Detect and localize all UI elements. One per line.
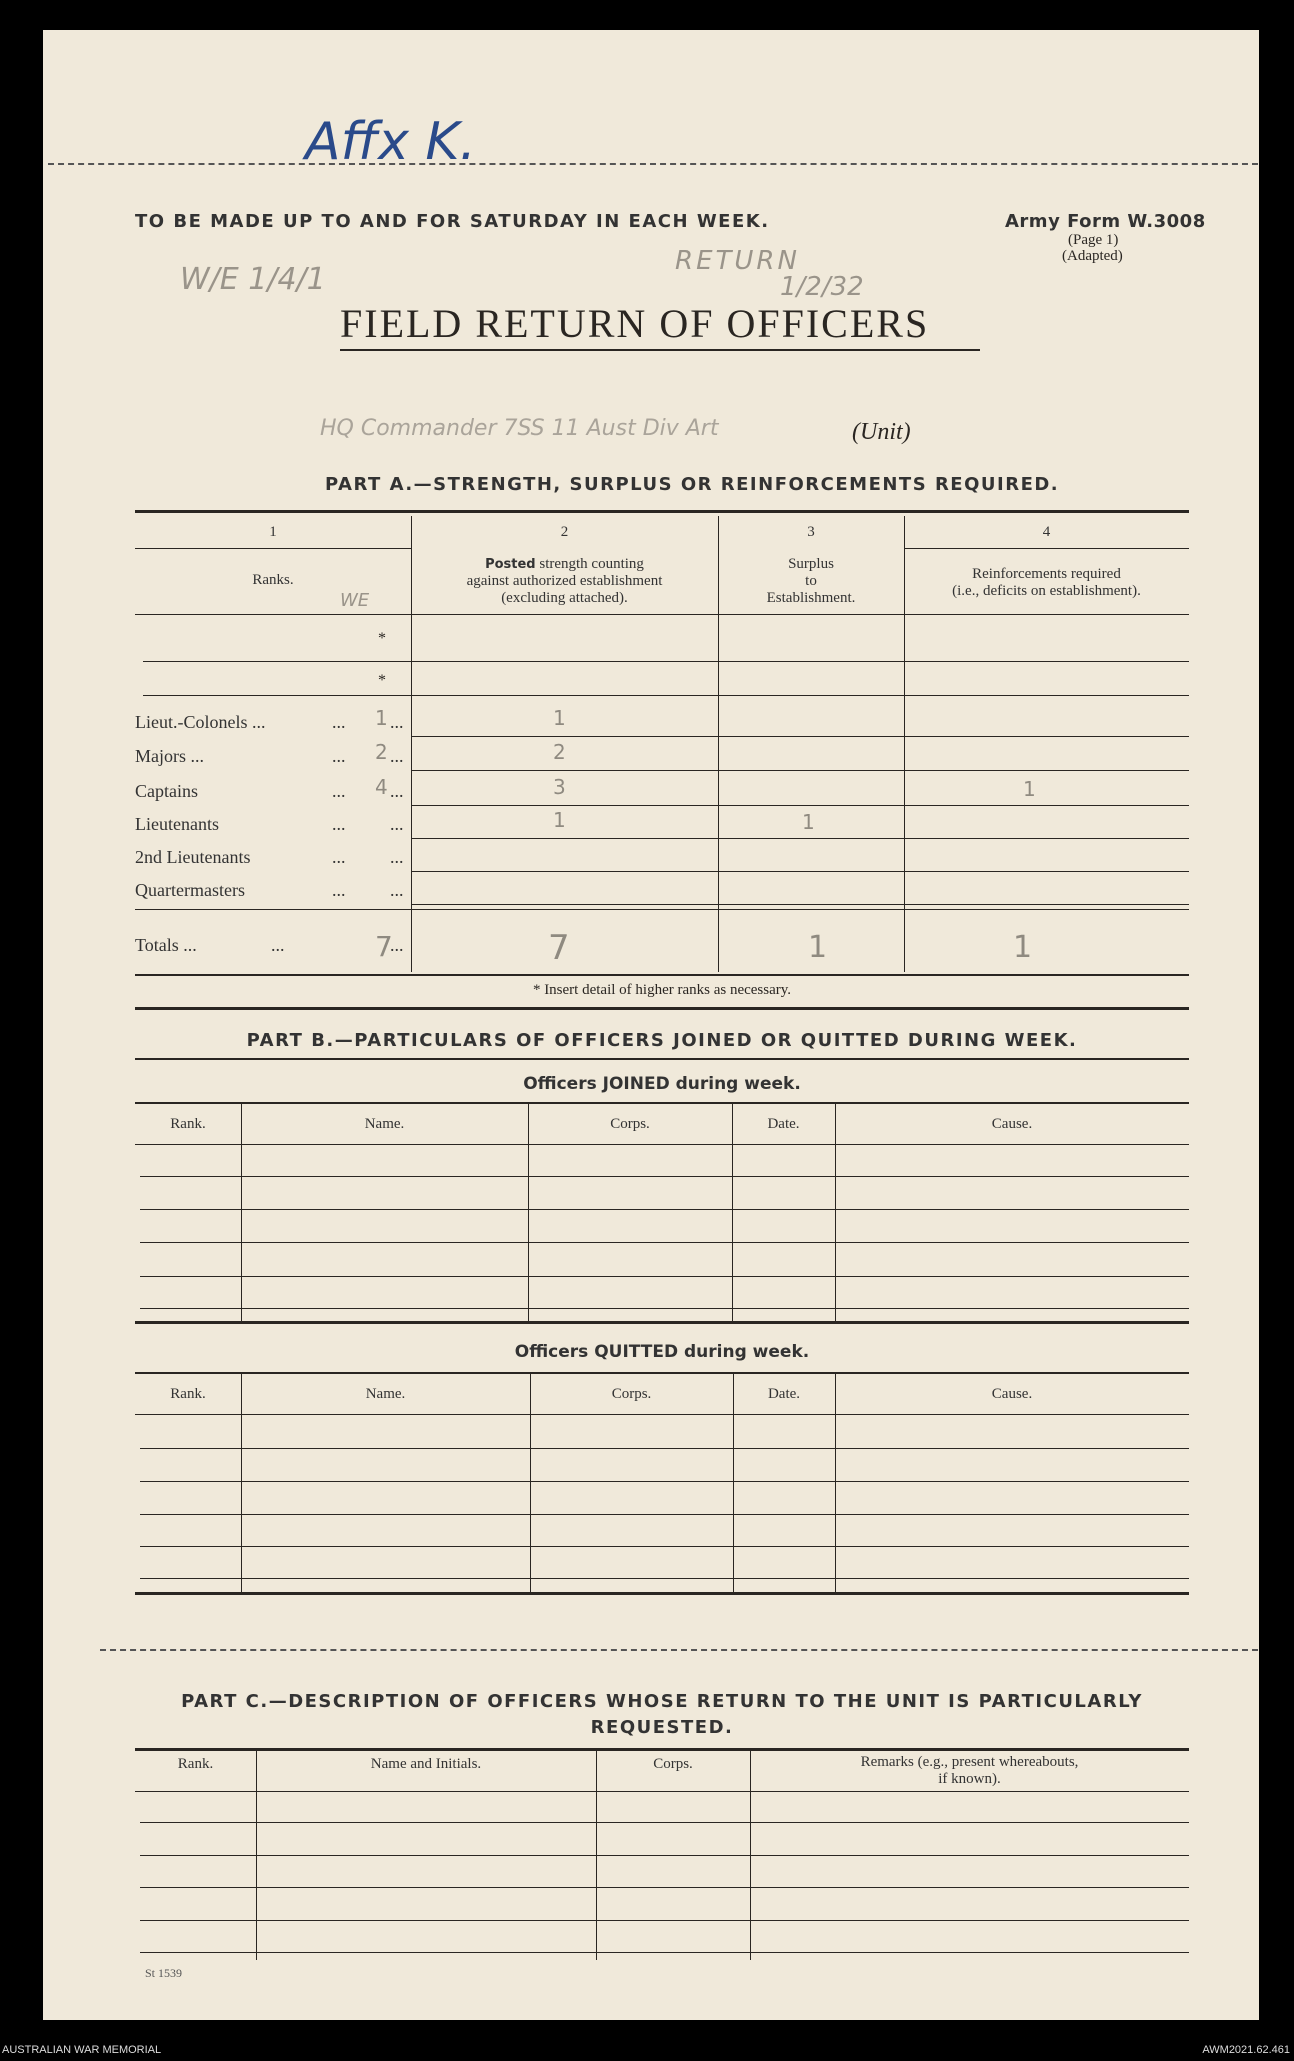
footer-credit: AUSTRALIAN WAR MEMORIAL	[2, 2044, 162, 2056]
rank-label: Quartermasters	[135, 880, 245, 900]
handwritten-week-ending: W/E 1/4/1	[180, 262, 326, 297]
form-page: (Page 1)	[1068, 232, 1119, 248]
col-ranks-header: Ranks.	[252, 572, 294, 588]
rule	[241, 1104, 242, 1321]
rank-sep: ...	[332, 781, 346, 801]
rule	[135, 1748, 1189, 1751]
col-surplus-line2: to	[805, 573, 817, 589]
rule	[140, 1481, 1189, 1482]
rule	[411, 838, 1189, 839]
quitted-col-header: Name.	[365, 1386, 406, 1402]
rule	[143, 661, 1189, 662]
part-a-heading: PART A.—STRENGTH, SURPLUS OR REINFORCEMENTS REQUIRED.	[325, 474, 1060, 495]
title-underline	[340, 349, 980, 351]
rule	[135, 909, 1189, 910]
joined-col-header: Cause.	[991, 1116, 1033, 1132]
handwritten-return-date: 1/2/32	[780, 272, 864, 302]
joined-col-header: Date.	[767, 1116, 800, 1132]
rank-sep: ...	[332, 746, 346, 766]
totals-reinforcements: 1	[1013, 930, 1033, 965]
rank-label: 2nd Lieutenants	[135, 847, 251, 867]
quitted-col-header: Corps.	[611, 1386, 652, 1402]
reinforcement-count: 1	[1023, 777, 1036, 801]
col-posted-line2: against authorized establishment	[466, 573, 663, 589]
part-c-remarks-header	[750, 1754, 1189, 1788]
rule	[732, 1104, 733, 1321]
handwritten-annotation: Affx K.	[305, 112, 477, 172]
page-title: FIELD RETURN OF OFFICERS	[340, 301, 930, 346]
col-posted-bold: Posted	[485, 557, 536, 572]
star-row-2: *	[378, 672, 386, 689]
col-number-2: 2	[560, 524, 569, 540]
rule	[140, 1176, 1189, 1177]
remarks-line2: if known).	[938, 1771, 1001, 1787]
rule	[411, 904, 1189, 905]
rule	[135, 1321, 1189, 1324]
rank-sep: ...	[332, 712, 346, 732]
rule	[241, 1374, 242, 1592]
col-surplus-line3: Establishment.	[766, 590, 856, 606]
rule	[135, 1414, 1189, 1415]
rule	[411, 805, 1189, 806]
rule	[140, 1952, 1189, 1953]
rule	[135, 614, 1189, 615]
stock-code: St 1539	[145, 1966, 183, 1980]
posted-count: 2	[553, 740, 566, 764]
rule	[140, 1276, 1189, 1277]
form-adapted: (Adapted)	[1062, 248, 1123, 264]
rank-dots: ...	[390, 781, 404, 801]
quitted-col-header: Cause.	[991, 1386, 1033, 1402]
col-reinforcements-header	[904, 566, 1189, 600]
rank-dots: ...	[390, 746, 404, 766]
rank-sep: ...	[332, 814, 346, 834]
rank-label: Lieutenants	[135, 814, 219, 834]
rank-label: Lieut.-Colonels ...	[135, 712, 266, 732]
rule	[140, 1514, 1189, 1515]
rule	[835, 1104, 836, 1321]
col-number-3: 3	[807, 524, 815, 540]
rule	[135, 1592, 1189, 1595]
col-reinf-line2: (i.e., deficits on establishment).	[952, 583, 1141, 599]
handwritten-unit: HQ Commander 7SS 11 Aust Div Art	[320, 416, 719, 441]
rank-dots: ...	[390, 880, 404, 900]
rule	[140, 1920, 1189, 1921]
rule	[140, 1578, 1189, 1579]
joined-col-header: Name.	[364, 1116, 405, 1132]
rule	[140, 1242, 1189, 1243]
rule	[140, 1209, 1189, 1210]
rule	[140, 1887, 1189, 1888]
authorized-count: 2	[375, 740, 388, 764]
rule	[411, 736, 1189, 737]
rule	[733, 1374, 734, 1592]
col-number-1: 1	[269, 524, 277, 540]
rule	[135, 548, 411, 549]
rank-dots: ...	[390, 712, 404, 732]
part-c-heading-line2: REQUESTED.	[590, 1717, 734, 1738]
remarks-line1: Remarks (e.g., present whereabouts,	[860, 1754, 1079, 1770]
part-c-col-header: Corps.	[653, 1756, 693, 1772]
col-posted-line1: strength counting	[539, 556, 644, 572]
col-posted-header	[411, 556, 718, 607]
rule	[135, 1007, 1189, 1010]
star-row-1: *	[378, 630, 386, 647]
rank-label: Majors ...	[135, 746, 204, 766]
form-number: Army Form W.3008	[1005, 211, 1206, 232]
posted-count: 3	[553, 775, 566, 799]
rule	[140, 1855, 1189, 1856]
rank-sep: ...	[332, 880, 346, 900]
handwritten-return-note: RETURN	[675, 246, 800, 276]
joined-col-header: Rank.	[170, 1116, 206, 1132]
rank-label: Captains	[135, 781, 198, 801]
part-b-heading: PART B.—PARTICULARS OF OFFICERS JOINED OR QUITTED DURING WEEK.	[246, 1030, 1078, 1051]
rule	[411, 770, 1189, 771]
rule	[835, 1374, 836, 1592]
rule	[135, 1058, 1189, 1060]
totals-posted: 7	[548, 928, 570, 968]
unit-label: (Unit)	[852, 419, 911, 445]
authorized-count: 1	[375, 706, 388, 730]
totals-label: Totals ...	[135, 935, 197, 955]
part-a-footnote: * Insert detail of higher ranks as necessary.	[532, 982, 792, 998]
col-reinf-line1: Reinforcements required	[972, 566, 1121, 582]
col-posted-line3: (excluding attached).	[501, 590, 628, 606]
authorized-count: 4	[375, 775, 388, 799]
rule	[411, 871, 1189, 872]
part-c-heading-line1: PART C.—DESCRIPTION OF OFFICERS WHOSE RETURN TO THE UNIT IS PARTICULARLY	[181, 1691, 1143, 1712]
instruction-text: TO BE MADE UP TO AND FOR SATURDAY IN EACH WEEK.	[135, 211, 770, 232]
surplus-count: 1	[802, 810, 815, 834]
handwritten-col1-mark: WE	[340, 590, 370, 611]
posted-count: 1	[553, 808, 566, 832]
joined-col-header: Corps.	[610, 1116, 650, 1132]
part-c-col-header: Rank.	[177, 1756, 214, 1772]
totals-sep: ...	[271, 935, 285, 955]
totals-surplus: 1	[808, 930, 828, 965]
quitted-title: Officers QUITTED during week.	[514, 1342, 810, 1362]
rule	[135, 974, 1189, 976]
rule	[135, 1791, 1189, 1792]
col-surplus-header	[718, 556, 904, 607]
rank-dots: ...	[390, 847, 404, 867]
rule	[135, 510, 1189, 513]
totals-authorized: 7	[375, 930, 393, 963]
rule	[528, 1104, 529, 1321]
rule	[904, 548, 1189, 549]
quitted-col-header: Rank.	[170, 1386, 206, 1402]
rule	[135, 1372, 1189, 1374]
posted-count: 1	[553, 706, 566, 730]
rule	[140, 1308, 1189, 1309]
rule	[140, 1448, 1189, 1449]
footer-accession: AWM2021.62.461	[1202, 2044, 1290, 2056]
rule	[135, 1102, 1189, 1104]
totals-dots: ...	[390, 935, 404, 955]
rule	[140, 1546, 1189, 1547]
col-number-4: 4	[1042, 524, 1051, 540]
perforation-top	[48, 163, 1258, 165]
rule	[135, 1144, 1189, 1145]
rule	[143, 695, 1189, 696]
rule	[530, 1374, 531, 1592]
rule	[140, 1822, 1189, 1823]
perforation-bottom	[100, 1649, 1258, 1651]
rank-dots: ...	[390, 814, 404, 834]
quitted-col-header: Date.	[767, 1386, 801, 1402]
joined-title: Officers JOINED during week.	[523, 1074, 801, 1094]
rank-sep: ...	[332, 847, 346, 867]
col-surplus-line1: Surplus	[788, 556, 834, 572]
part-c-col-header: Name and Initials.	[370, 1756, 482, 1772]
